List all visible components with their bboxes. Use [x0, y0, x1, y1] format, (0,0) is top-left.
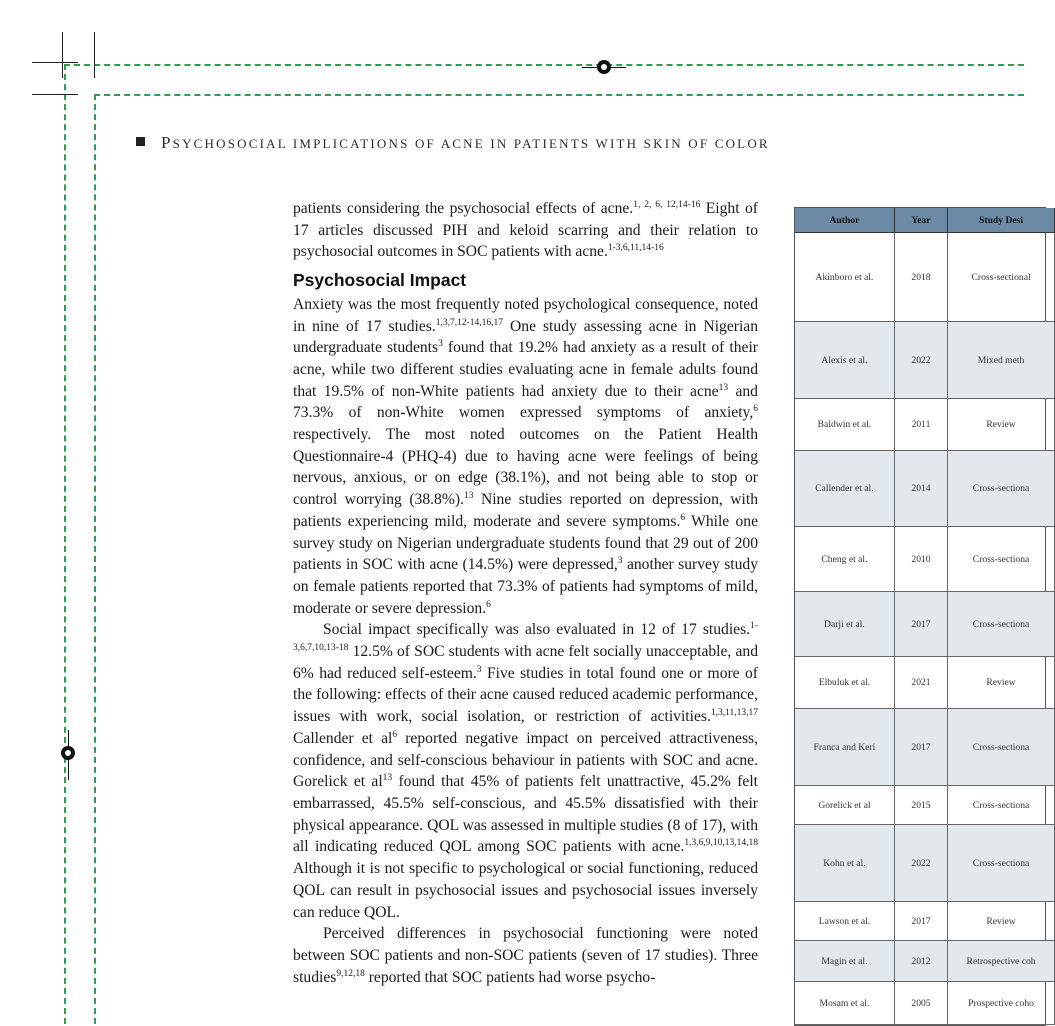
cell-author: Alexis et al. — [795, 322, 894, 399]
cell-author: Magin et al. — [795, 941, 894, 982]
crop-mark — [32, 94, 78, 95]
cell-design: Retrospective coh — [948, 941, 1055, 982]
column-header-author: Author — [795, 208, 894, 233]
table-row — [795, 941, 1055, 982]
registration-mark-icon — [61, 746, 75, 760]
cell-author: Cheng et al. — [795, 527, 894, 592]
paragraph-text: Eight of 17 articles discussed PIH and keloid scarring and their relation to psychosocial outcomes in SOC patients with acne. — [293, 200, 758, 261]
trim-guide-top-inner — [94, 94, 1024, 96]
table-row — [795, 233, 1055, 322]
cell-year: 2022 — [894, 825, 947, 902]
cell-design: Cross-sectiona — [948, 592, 1055, 657]
citation-superscript: 3 — [438, 339, 443, 350]
crop-mark — [62, 32, 63, 78]
cell-year: 2010 — [894, 527, 947, 592]
citation-superscript: 1,3,6,9,10,13,14,18 — [684, 838, 758, 849]
table-row — [795, 527, 1055, 592]
citation-superscript: 9,12,18 — [336, 968, 365, 979]
paragraph — [293, 923, 758, 988]
crop-mark — [32, 62, 78, 63]
cell-author: Gorelick et al — [795, 786, 894, 825]
paragraph-text: While one survey study on Nigerian undergraduate students found that 29 out of 200 patients in SOC with acne (14.5%) were depressed, — [293, 512, 758, 574]
paragraph-text: Callender et al — [293, 729, 393, 747]
trim-guide-left-inner — [94, 94, 96, 1024]
paragraph-text: found that 19.2% had anxiety as a result of their acne, while two different studies evaluating acne in female adults found that 19.5% of non-White patients had anxiety due to their acne — [293, 339, 758, 400]
citation-superscript: 1,3,7,12-14,16,17 — [435, 317, 504, 328]
cell-design: Review — [948, 902, 1055, 941]
cell-author: Mosam et al. — [795, 982, 894, 1025]
table-row — [795, 451, 1055, 527]
cell-design: Cross-sectiona — [948, 786, 1055, 825]
cell-design: Cross-sectiona — [948, 709, 1055, 786]
table-row — [795, 786, 1055, 825]
paragraph-text: reported that SOC patients had worse psycho- — [364, 968, 656, 986]
section-heading: Psychosocial Impact — [293, 270, 467, 291]
column-header-design: Study Desi — [948, 208, 1055, 233]
trim-guide-top-outer — [64, 64, 1024, 66]
paragraph-text: Social impact specifically was also evaluated in 12 of 17 studies. — [323, 621, 751, 639]
paragraph-text: reported negative impact on perceived attractiveness, confidence, and self-conscious behaviour in patients with SOC and acne. Gorelick et al — [293, 729, 758, 791]
paragraph-text: One study assessing acne in Nigerian undergraduate students — [293, 317, 759, 357]
cell-year: 2005 — [894, 982, 947, 1025]
cell-design: Cross-sectiona — [948, 451, 1055, 527]
cell-year: 2018 — [894, 233, 947, 322]
cell-author: Darji et al. — [795, 592, 894, 657]
paragraph-text: and 73.3% of non-White women expressed symptoms of anxiety, — [293, 382, 758, 422]
citation-superscript: 6 — [753, 404, 758, 415]
citation-superscript: 1-3,6,7,10,13-18 — [293, 621, 758, 654]
cell-year: 2017 — [894, 592, 947, 657]
cell-year: 2014 — [894, 451, 947, 527]
cell-design: Cross-sectiona — [948, 527, 1055, 592]
citation-superscript: 1, 2, 6, 12,14-16 — [633, 200, 701, 210]
cell-design: Cross-sectional — [948, 233, 1055, 322]
cell-year: 2017 — [894, 902, 947, 941]
cell-design: Review — [948, 657, 1055, 709]
cell-author: Franca and Keri — [795, 709, 894, 786]
registration-mark-icon — [597, 60, 611, 74]
table-row — [795, 592, 1055, 657]
cell-year: 2012 — [894, 941, 947, 982]
column-header-year: Year — [894, 208, 947, 233]
cell-year: 2017 — [894, 709, 947, 786]
cell-design: Review — [948, 399, 1055, 451]
citation-superscript: 3 — [476, 664, 482, 675]
cell-author: Kohn et al. — [795, 825, 894, 902]
paragraph-text: patients considering the psychosocial effects of acne. — [293, 200, 634, 217]
paragraph-text: respectively. The most noted outcomes on the Patient Health Questionnaire-4 (PHQ-4) due to having acne were feelings of being nervous, anxious, or on edge (38.1%), and not being able to stop or control worrying (38.8%). — [293, 426, 758, 509]
running-head-text: SYCHOSOCIAL IMPLICATIONS OF ACNE IN PATIENTS WITH SKIN OF COLOR — [172, 136, 770, 151]
citation-superscript: 1,3,11,13,17 — [710, 708, 758, 719]
cell-design: Mixed meth — [948, 322, 1055, 399]
running-head — [136, 133, 770, 153]
paragraph — [293, 619, 758, 923]
table-row — [795, 657, 1055, 709]
table-row — [795, 982, 1055, 1025]
paragraph-text: another survey study on female patients reported that 73.3% of patients had symptoms of mild, moderate or severe depression. — [293, 556, 758, 617]
paragraph-text: Nine studies reported on depression, with patients experiencing mild, moderate and severe symptoms. — [293, 491, 758, 530]
citation-superscript: 1-3,6,11,14-16 — [607, 243, 664, 254]
paragraph-text: 12.5% of SOC students with acne felt socially unacceptable, and 6% had reduced self-esteem. — [293, 643, 758, 682]
citation-superscript: 13 — [463, 491, 474, 502]
cell-author: Akinboro et al. — [795, 233, 894, 322]
cell-author: Lawson et al. — [795, 902, 894, 941]
cell-year: 2021 — [894, 657, 947, 709]
crop-mark — [94, 32, 95, 78]
paragraph-text: found that 45% of patients felt unattractive, 45.2% felt embarrassed, 45.5% self-conscious, and 45.5% dissatisfied with their physical appearance. QOL was assessed in multiple studies (8 of 17), with all indicating reduced QOL among SOC patients with acne. — [293, 773, 758, 856]
citation-superscript: 6 — [680, 512, 686, 523]
body-column — [293, 198, 758, 988]
cell-year: 2015 — [894, 786, 947, 825]
running-head-cap: P — [161, 133, 173, 152]
cell-year: 2022 — [894, 322, 947, 399]
paragraph-text: Although it is not specific to psychological or social functioning, reduced QOL can result in psychosocial issues and psychosocial issues inversely can reduce QOL. — [293, 860, 758, 921]
paragraph-text: Anxiety was the most frequently noted psychological consequence, noted in nine of 17 studies. — [293, 295, 758, 335]
cell-author: Elbuluk et al. — [795, 657, 894, 709]
paragraph-text: Five studies in total found one or more of the following: effects of their acne caused reduced academic performance, issues with work, social isolation, or restriction of activities. — [293, 664, 758, 726]
cell-author: Callender et al. — [795, 451, 894, 527]
table-row — [795, 709, 1055, 786]
cell-author: Baldwin et al. — [795, 399, 894, 451]
cell-design: Cross-sectiona — [948, 825, 1055, 902]
table-row — [795, 399, 1055, 451]
paragraph — [293, 294, 758, 620]
square-bullet-icon — [136, 137, 145, 146]
citation-superscript: 6 — [486, 599, 491, 610]
citation-superscript: 13 — [718, 382, 729, 393]
paragraph — [293, 198, 758, 263]
table-row — [795, 902, 1055, 941]
study-table — [794, 207, 1046, 1026]
paragraph-text: Perceived differences in psychosocial functioning were noted between SOC patients and non-SOC patients (seven of 17 studies). Three studies — [293, 925, 758, 986]
citation-superscript: 3 — [617, 556, 623, 567]
citation-superscript: 6 — [392, 729, 398, 740]
citation-superscript: 13 — [382, 773, 393, 784]
cell-year: 2011 — [894, 399, 947, 451]
cell-design: Prospective coho — [948, 982, 1055, 1025]
table-row — [795, 322, 1055, 399]
trim-guide-left-outer — [64, 64, 66, 1024]
table-row — [795, 825, 1055, 902]
